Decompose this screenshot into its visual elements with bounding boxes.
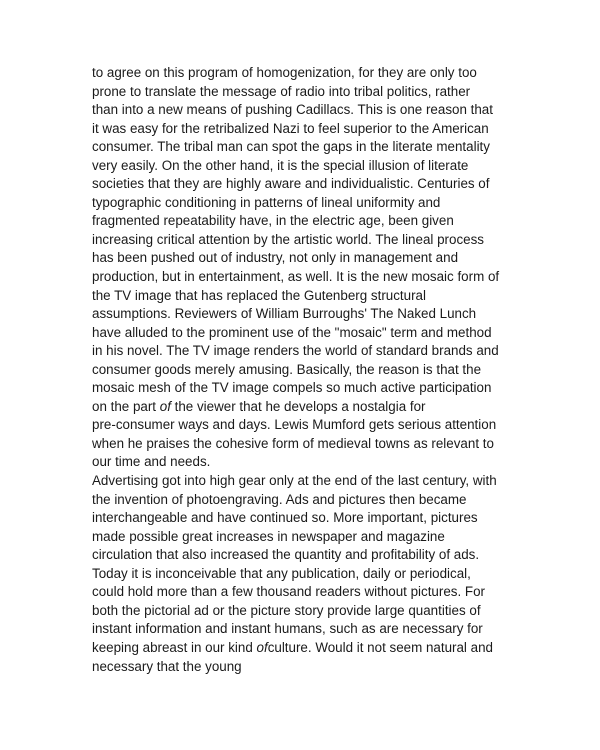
text-line: necessary that the young xyxy=(92,658,242,674)
text-line: made possible great increases in newspaper and magazine xyxy=(92,528,445,544)
text-line: interchangeable and have continued so. More important, pictures xyxy=(92,510,478,526)
text-line: consumer. The tribal man can spot the gaps in the literate mentality xyxy=(92,139,490,155)
paragraph-1 xyxy=(92,64,522,472)
text-line: production, but in entertainment, as well. It is the new mosaic form of xyxy=(92,269,500,285)
text-line: could hold more than a few thousand readers without pictures. For xyxy=(92,584,486,600)
paragraph-2 xyxy=(92,472,522,676)
text-line: when he praises the cohesive form of medieval towns as relevant to xyxy=(92,435,494,451)
text-line: typographic conditioning in patterns of lineal uniformity and xyxy=(92,194,441,210)
text-line: increasing critical attention by the artistic world. The lineal process xyxy=(92,231,484,247)
text-line: Today it is inconceivable that any publication, daily or periodical, xyxy=(92,565,471,581)
text-line: the TV image that has replaced the Gutenberg structural xyxy=(92,287,426,303)
text-line: consumer goods merely amusing. Basically, the reason is that the xyxy=(92,361,482,377)
text-line: has been pushed out of industry, not only in management and xyxy=(92,250,459,266)
text-segment: culture. Would it not seem natural and xyxy=(267,639,493,655)
text-segment: on the part xyxy=(92,398,160,414)
text-line: prone to translate the message of radio into tribal politics, rather xyxy=(92,83,471,99)
text-line xyxy=(92,398,522,417)
text-line: mosaic mesh of the TV image compels so much active participation xyxy=(92,380,492,396)
italic-text: of xyxy=(159,398,171,414)
text-line: assumptions. Reviewers of William Burroughs' The Naked Lunch xyxy=(92,306,477,322)
text-line: it was easy for the retribalized Nazi to feel superior to the American xyxy=(92,120,489,136)
text-segment: keeping abreast in our kind xyxy=(92,639,257,655)
text-line xyxy=(92,639,522,658)
text-line: both the pictorial ad or the picture story provide large quantities of xyxy=(92,602,481,618)
text-line: have alluded to the prominent use of the "mosaic" term and method xyxy=(92,324,492,340)
text-line: in his novel. The TV image renders the world of standard brands and xyxy=(92,343,499,359)
text-line: very easily. On the other hand, it is the special illusion of literate xyxy=(92,157,469,173)
text-line: fragmented repeatability have, in the electric age, been given xyxy=(92,213,454,229)
text-line: the invention of photoengraving. Ads and pictures then became xyxy=(92,491,467,507)
text-segment: the viewer that he develops a nostalgia for xyxy=(170,398,426,414)
text-line: Advertising got into high gear only at the end of the last century, with xyxy=(92,473,497,489)
text-line: circulation that also increased the quantity and profitability of ads. xyxy=(92,547,480,563)
body-text xyxy=(92,64,522,676)
text-line: to agree on this program of homogenization, for they are only too xyxy=(92,65,477,80)
italic-text: of xyxy=(256,639,268,655)
text-line: societies that they are highly aware and individualistic. Centuries of xyxy=(92,176,490,192)
text-line: instant information and instant humans, such as are necessary for xyxy=(92,621,483,637)
text-line: than into a new means of pushing Cadillacs. This is one reason that xyxy=(92,102,493,118)
text-line: our time and needs. xyxy=(92,454,211,470)
text-line: pre-consumer ways and days. Lewis Mumford gets serious attention xyxy=(92,417,497,433)
